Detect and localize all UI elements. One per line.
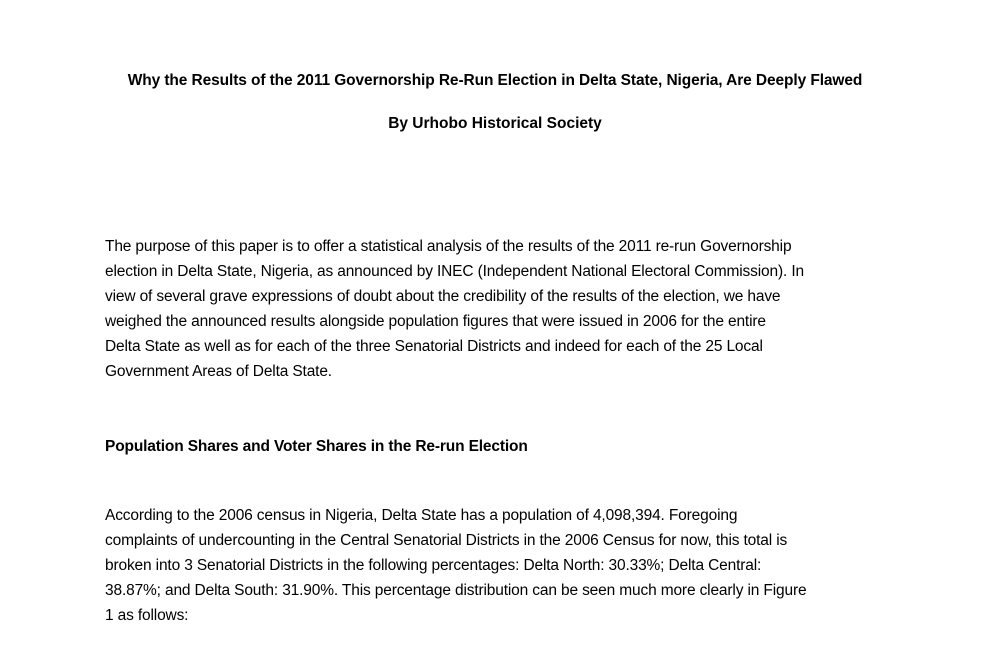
section-heading: Population Shares and Voter Shares in the Re-run Election <box>105 438 528 455</box>
intro-line: election in Delta State, Nigeria, as announced by INEC (Independent National Electoral Commission). In <box>105 263 804 280</box>
section-line: broken into 3 Senatorial Districts in the following percentages: Delta North: 30.33%; Delta Central: <box>105 557 762 574</box>
intro-line: view of several grave expressions of doubt about the credibility of the results of the election, we have <box>105 288 781 305</box>
section-line: 1 as follows: <box>105 607 189 624</box>
section-line: According to the 2006 census in Nigeria, Delta State has a population of 4,098,394. Foregoing <box>105 507 738 524</box>
intro-line: Government Areas of Delta State. <box>105 363 332 380</box>
document-byline: By Urhobo Historical Society <box>388 115 602 132</box>
section-line: 38.87%; and Delta South: 31.90%. This percentage distribution can be seen much more clearly in Figure <box>105 582 807 599</box>
document-title: Why the Results of the 2011 Governorship Re-Run Election in Delta State, Nigeria, Are Deeply Flawed <box>127 72 863 89</box>
intro-line: The purpose of this paper is to offer a statistical analysis of the results of the 2011 re-run Governorship <box>105 238 792 255</box>
intro-paragraph <box>105 234 875 384</box>
section-line: complaints of undercounting in the Central Senatorial Districts in the 2006 Census for now, this total is <box>105 532 788 549</box>
intro-line: weighed the announced results alongside population figures that were issued in 2006 for the entire <box>105 313 766 330</box>
section-paragraph <box>105 503 875 628</box>
intro-line: Delta State as well as for each of the three Senatorial Districts and indeed for each of the 25 Local <box>105 338 763 355</box>
